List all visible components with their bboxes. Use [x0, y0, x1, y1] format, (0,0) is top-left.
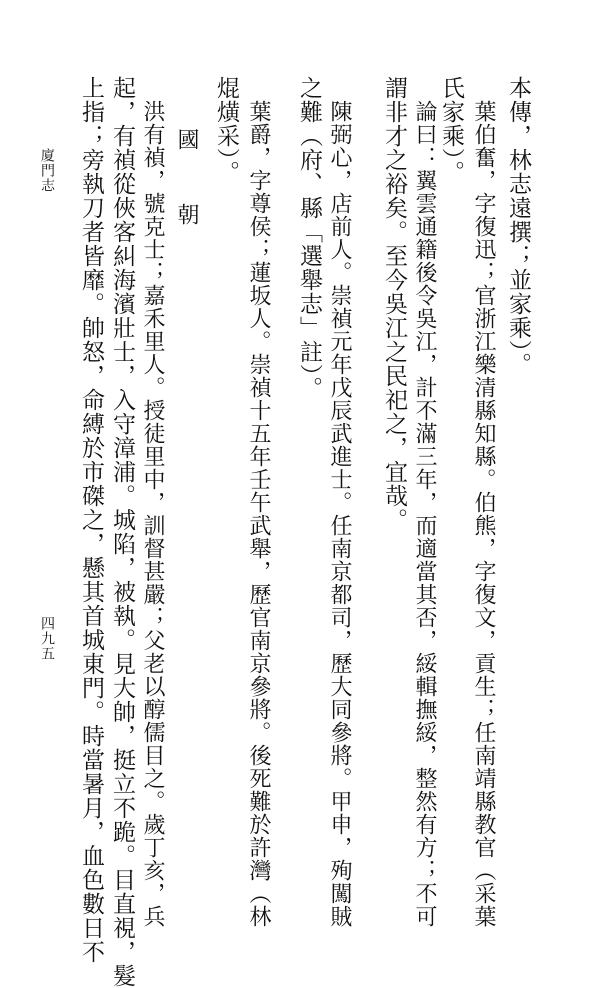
text-line-1: 本傳，林志遠撰；並家乘）。 — [505, 76, 531, 377]
text-line-12: 上指；旁執刀者皆靡。帥怒，命縛於市磔之，懸其首城東門。時當暑月，血色數日不 — [78, 76, 104, 964]
text-line-2: 葉伯奮，字復迅；官浙江樂清縣知縣。伯熊，字復文，貢生；任南靖縣教官（采葉 — [471, 100, 496, 928]
section-title: 國 朝 — [174, 128, 199, 239]
text-line-9: 焜熿采）。 — [213, 76, 239, 185]
text-line-8: 葉爵，字尊侯；蓮坂人。崇禎十五年壬午武舉，歷官南京參將。後死難於許灣（林 — [246, 100, 271, 928]
text-line-6: 陳弼心，店前人。崇禎元年戊辰武進士。任南京都司，歷大同參將。甲申，殉闖賊 — [327, 100, 352, 928]
text-line-7: 之難（府、縣「選舉志」註）。 — [296, 76, 322, 401]
text-line-10: 洪有禎，號克士；嘉禾里人。授徒里中，訓督甚嚴；父老以醇儒目之。歲丁亥，兵 — [140, 100, 165, 928]
text-line-4: 論曰：翼雲通籍後令吳江，計不滿三年，而適當其否，綏輯撫綏，整然有方；不可 — [412, 100, 437, 928]
text-line-5: 謂非才之裕矣。至今吳江之民祀之，宜哉。 — [381, 76, 407, 532]
text-line-3: 氏家乘）。 — [438, 76, 464, 185]
running-head: 廈門志 — [39, 148, 55, 193]
page-number: 四九五 — [39, 616, 55, 661]
text-line-11: 起，有禎從俠客糾海濱壯士，入守漳浦。城陷，被執。見大帥，挺立不跪。目直視，髮 — [109, 76, 135, 988]
